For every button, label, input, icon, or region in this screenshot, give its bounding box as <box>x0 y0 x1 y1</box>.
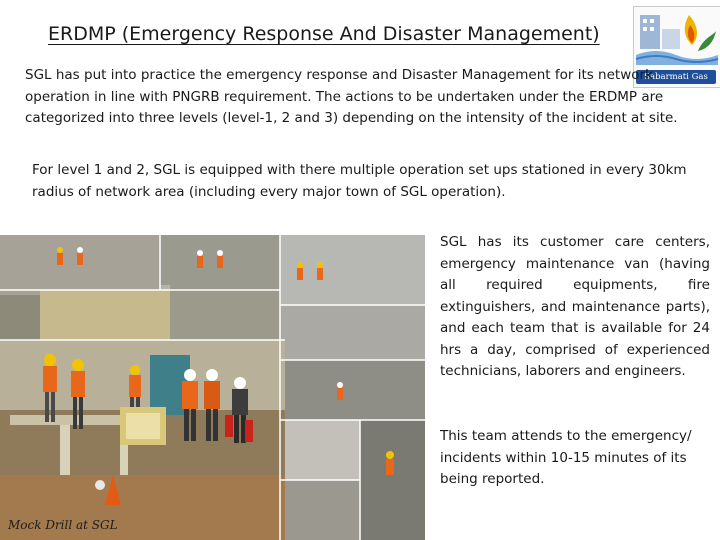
logo-emblem-icon <box>634 7 720 71</box>
customer-care-paragraph: SGL has its customer care centers, emergency maintenance van (having all required equipments, fire extinguishers, and maintenance parts), and each team that is available for 24 hrs a day, comprised of experienced technicians, laborers and engineers. <box>440 234 710 379</box>
page-title: ERDMP (Emergency Response And Disaster Management) <box>48 23 600 45</box>
title-box <box>40 22 630 52</box>
collage-caption: Mock Drill at SGL <box>8 518 118 532</box>
levels-paragraph: For level 1 and 2, SGL is equipped with there multiple operation set ups stationed in every 30km radius of network area (including every major town of SGL operation). <box>32 162 687 200</box>
intro-paragraph: SGL has put into practice the emergency response and Disaster Management for its network operation in line with PNGRB requirement. The actions to be undertaken under the ERDMP are categorized into three levels (level-1, 2 and 3) depending on the intensity of the incident at site. <box>25 67 678 126</box>
response-time-paragraph: This team attends to the emergency/ incidents within 10-15 minutes of its being reported. <box>440 428 692 487</box>
mock-drill-collage <box>0 235 425 540</box>
logo-text: Sabarmati Gas <box>636 70 716 84</box>
drill-photos-icon <box>0 235 425 540</box>
